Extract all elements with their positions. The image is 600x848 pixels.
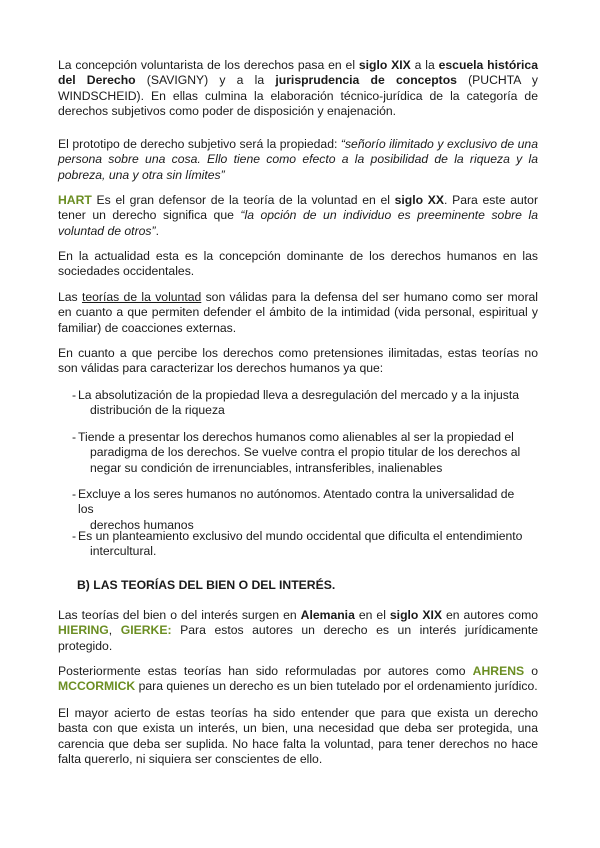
author-name: HART bbox=[58, 193, 92, 207]
list-item-continuation: derechos humanos bbox=[90, 517, 194, 532]
list-item-continuation: distribución de la riqueza bbox=[90, 403, 225, 418]
text: Posteriormente estas teorías han sido reformuladas por autores como bbox=[58, 664, 473, 678]
paragraph-voluntarist-conception bbox=[58, 58, 538, 120]
list-item bbox=[72, 487, 532, 533]
paragraph-limits: En cuanto a que percibe los derechos como pretensiones ilimitadas, estas teorías no son válidas para caracterizar los derechos humanos ya que: bbox=[58, 346, 538, 376]
list-dash: - bbox=[72, 487, 77, 501]
text: , bbox=[108, 623, 121, 638]
text: en el bbox=[354, 608, 390, 622]
text: o bbox=[524, 664, 539, 678]
author-name: AHRENS bbox=[472, 664, 525, 678]
underlined-text: teorías de la voluntad bbox=[81, 290, 202, 304]
paragraph-greatest-merit: El mayor acierto de estas teorías ha sido entender que para que exista un derecho basta con que exista un interés, un bien, una necesidad que deba ser protegida, una carencia que deba ser suplida. No hace falta la voluntad, para tener derechos no hace falta quererlo, ni siquiera ser conscientes de ello. bbox=[58, 706, 538, 767]
bold-text: jurisprudencia de conceptos bbox=[275, 73, 457, 88]
list-dash: - bbox=[72, 529, 77, 543]
text: en autores como bbox=[442, 608, 539, 622]
text: El prototipo de derecho subjetivo será la propiedad: bbox=[58, 137, 341, 151]
list-item-text: Tiende a presentar los derechos humanos como alienables al ser la propiedad el bbox=[78, 430, 514, 444]
list-item-continuation: paradigma de los derechos. Se vuelve contra el propio titular de los derechos al negar su condición de irrenunciables, intransferibles, inalienables bbox=[90, 445, 521, 475]
bold-text: siglo XX bbox=[394, 193, 445, 207]
list-item bbox=[72, 388, 532, 419]
list-item-text: La absolutización de la propiedad lleva a desregulación del mercado y a la injusta bbox=[78, 388, 520, 402]
text: son válidas para la defensa del ser humano como ser moral en cuanto a que permiten defender el ámbito de la intimidad (vida personal, espiritual y familiar) de coacciones externas. bbox=[58, 290, 538, 335]
list-dash: - bbox=[72, 430, 77, 444]
text: Las bbox=[58, 290, 82, 304]
text: Es el gran defensor de la teoría de la voluntad en el bbox=[91, 193, 395, 207]
text: . bbox=[155, 223, 159, 238]
text: (PUCHTA y WINDSCHEID). En ellas culmina la elaboración técnico-jurídica de la categoría de derechos subjetivos como poder de disposición y enajenación. bbox=[58, 73, 539, 119]
paragraph-property-prototype bbox=[58, 137, 538, 183]
list-item bbox=[72, 430, 532, 476]
list-dash: - bbox=[72, 388, 77, 402]
text: La concepción voluntarista de los derechos pasa en el bbox=[58, 58, 359, 72]
author-name: HIERING bbox=[58, 623, 109, 638]
bold-text: siglo XIX bbox=[389, 608, 442, 622]
text: (SAVIGNY) y a la bbox=[135, 73, 276, 88]
author-name: GIERKE: bbox=[120, 623, 172, 638]
paragraph-interest-theories bbox=[58, 608, 538, 654]
paragraph-hart bbox=[58, 193, 538, 239]
list-item bbox=[72, 529, 532, 560]
bold-text: escuela histórica del Derecho bbox=[58, 58, 538, 88]
paragraph-will-theories bbox=[58, 290, 538, 336]
text: para quienes un derecho es un bien tutelado por el ordenamiento jurídico. bbox=[135, 679, 538, 694]
author-name: MCCORMICK bbox=[58, 679, 136, 694]
list-item-text: Es un planteamiento exclusivo del mundo occidental que dificulta el entendimiento bbox=[78, 529, 523, 543]
text: Las teorías del bien o del interés surgen en bbox=[58, 608, 301, 622]
text: a la bbox=[410, 58, 439, 72]
text: . Para este autor tener un derecho significa que bbox=[58, 193, 539, 223]
list-item-continuation: intercultural. bbox=[90, 544, 157, 559]
paragraph-current-conception: En la actualidad esta es la concepción dominante de los derechos humanos en las sociedades occidentales. bbox=[58, 249, 538, 279]
paragraph-reformulation bbox=[58, 664, 538, 695]
list-item-text: Excluye a los seres humanos no autónomos. Atentado contra la universalidad de los bbox=[78, 487, 515, 517]
bold-text: Alemania bbox=[300, 608, 355, 622]
bold-text: siglo XIX bbox=[358, 58, 411, 72]
quote-text: “la opción de un individuo es preeminente sobre la voluntad de otros” bbox=[58, 208, 538, 238]
text: Para estos autores un derecho es un interés jurídicamente protegido. bbox=[58, 623, 538, 653]
quote-text: “señorío ilimitado y exclusivo de una persona sobre una cosa. Ello tiene como efecto a la posibilidad de la riqueza y la pobreza, una y otra sin límites” bbox=[58, 137, 538, 182]
section-heading: B) LAS TEORÍAS DEL BIEN O DEL INTERÉS. bbox=[77, 578, 336, 592]
